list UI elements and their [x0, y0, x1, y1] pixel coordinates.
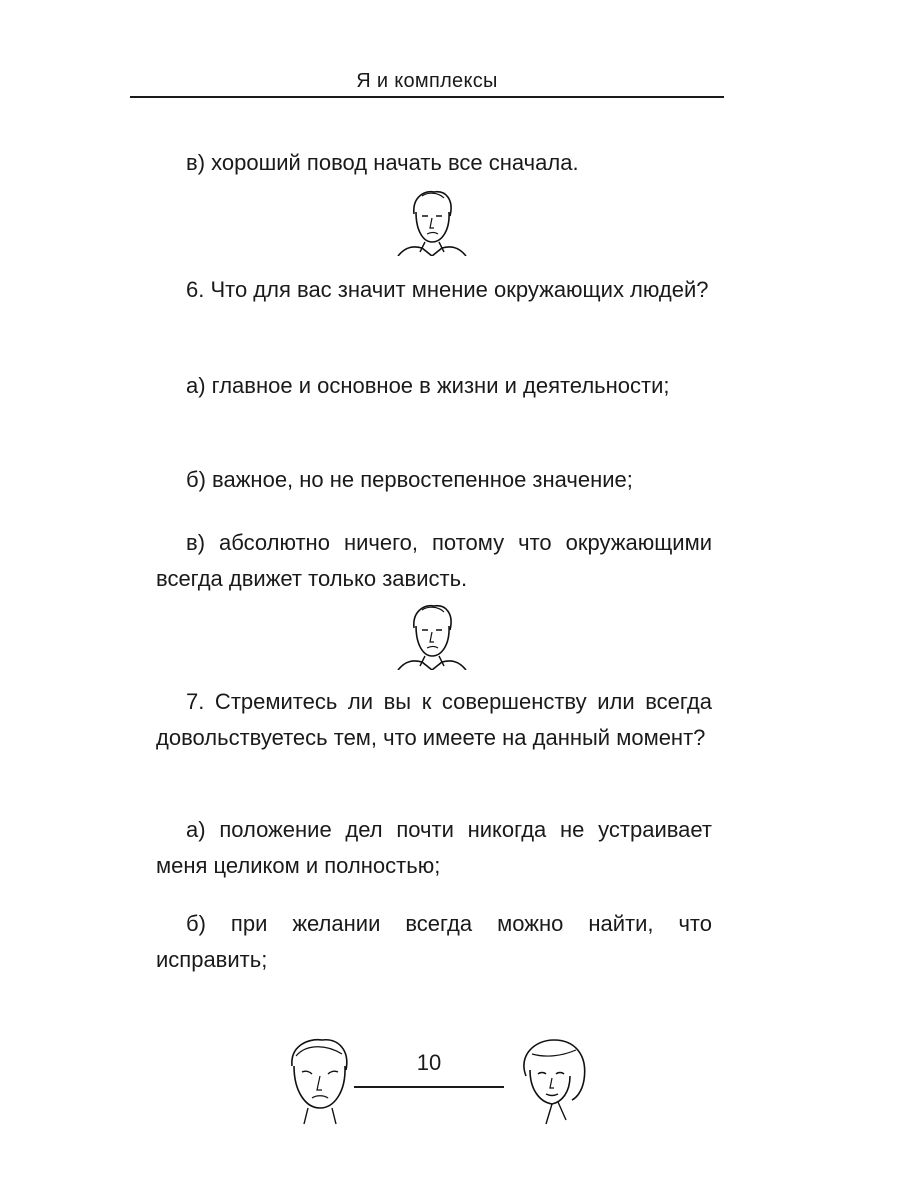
- footer-rule: [354, 1086, 504, 1088]
- man-face-icon: [392, 600, 472, 670]
- answer-5c: в) хороший повод начать все сначала.: [186, 150, 579, 175]
- answer-6b: б) важное, но не первостепенное значение;: [186, 467, 633, 492]
- man-face-icon: [392, 186, 472, 256]
- question-7: 7. Стремитесь ли вы к совершенству или всегда довольствуетесь тем, что имеете на данный момент?: [156, 689, 712, 750]
- answer-6c: в) абсолютно ничего, потому что окружающими всегда движет только зависть.: [156, 530, 712, 591]
- answer-6a: а) главное и основное в жизни и деятельности;: [186, 373, 670, 398]
- question-6: 6. Что для вас значит мнение окружающих людей?: [186, 277, 709, 302]
- answer-7b: б) при желании всегда можно найти, что исправить;: [156, 911, 712, 972]
- woman-face-icon: [512, 1036, 590, 1126]
- answer-7a: а) положение дел почти никогда не устраивает меня целиком и полностью;: [156, 817, 712, 878]
- header-rule: [130, 96, 724, 98]
- page-number: 10: [416, 1050, 442, 1075]
- sad-man-face-icon: [282, 1036, 360, 1126]
- running-head-title: Я и комплексы: [356, 70, 498, 92]
